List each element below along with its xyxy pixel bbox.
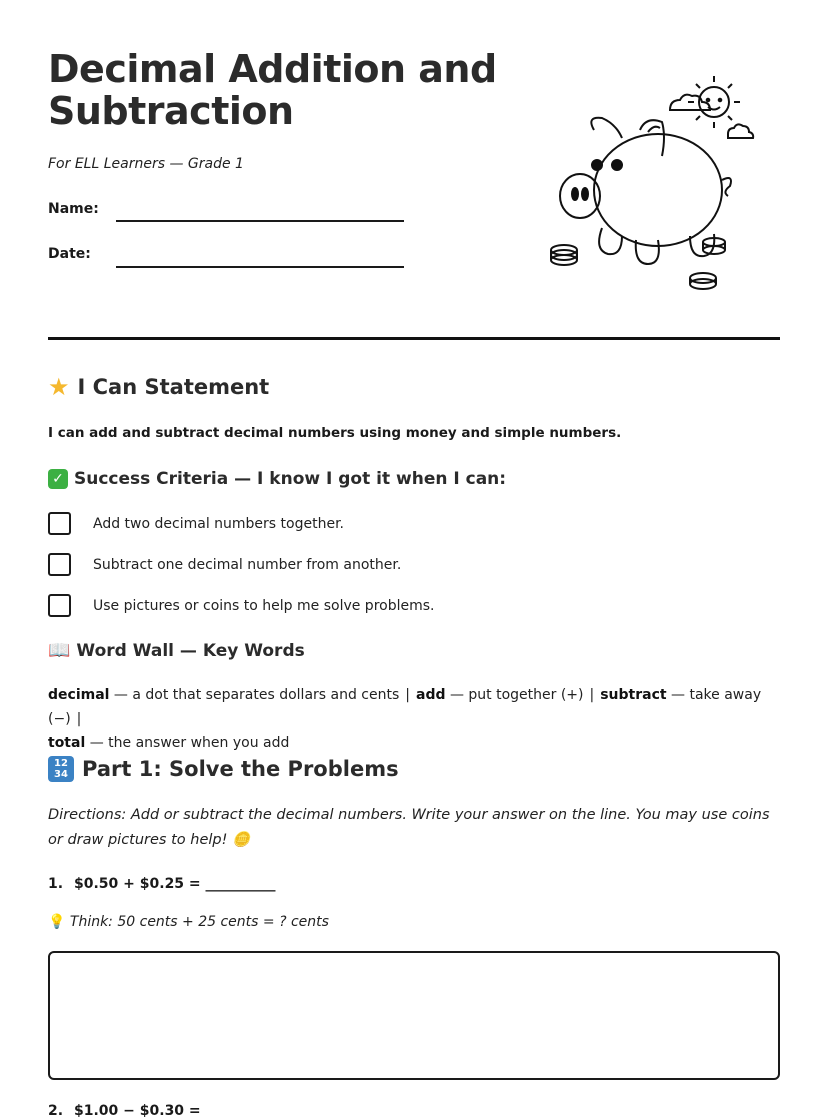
criteria-item[interactable]: Add two decimal numbers together. — [48, 512, 344, 535]
problem-1 — [48, 876, 276, 892]
date-label: Date: — [48, 246, 91, 262]
cloud-icon — [728, 124, 753, 138]
name-label: Name: — [48, 201, 99, 217]
word-wall-separator: | — [405, 687, 410, 703]
sun-icon — [688, 76, 740, 128]
word-wall-separator: | — [76, 711, 82, 727]
problem-number: 2. — [48, 1103, 64, 1119]
word-wall-term: add — [416, 687, 446, 703]
word-wall-definition: — take away (−) — [48, 687, 762, 727]
answer-box[interactable] — [48, 951, 780, 1080]
date-line[interactable] — [116, 266, 404, 268]
problem-number: 1. — [48, 876, 64, 892]
numbers-input-icon: 12 34 — [48, 756, 74, 782]
part1-heading: 12 34 Part 1: Solve the Problems — [48, 756, 399, 782]
problem-2 — [48, 1103, 201, 1119]
light-bulb-icon: 💡 — [48, 914, 66, 930]
problem-text: $1.00 − $0.30 = — [74, 1103, 201, 1119]
criteria-checkbox[interactable] — [48, 594, 71, 617]
problem-text: $0.50 + $0.25 = __________ — [74, 876, 276, 892]
pig-icon — [560, 118, 731, 264]
i-can-heading: ★ I Can Statement — [48, 373, 270, 401]
page-title: Decimal Addition and Subtraction — [48, 47, 497, 133]
glowing-star-icon: ★ — [48, 373, 70, 401]
open-book-icon: 📖 — [48, 640, 71, 661]
criteria-item[interactable]: Use pictures or coins to help me solve problems. — [48, 594, 434, 617]
word-wall-definition: — the answer when you add — [85, 735, 290, 751]
word-wall-heading: 📖 Word Wall — Key Words — [48, 640, 305, 661]
coin-icon — [690, 273, 716, 289]
word-wall-definition: — a dot that separates dollars and cents — [109, 687, 400, 703]
word-wall-separator: | — [589, 687, 595, 703]
word-wall-term: decimal — [48, 687, 110, 703]
i-can-statement: I can add and subtract decimal numbers using money and simple numbers. — [48, 425, 622, 441]
word-wall-term: total — [48, 735, 86, 751]
word-wall-definition: — put together (+) — [445, 687, 584, 703]
name-line[interactable] — [116, 220, 404, 222]
criteria-checkbox[interactable] — [48, 553, 71, 576]
section-divider — [48, 337, 780, 340]
success-criteria-heading: ✓ Success Criteria — I know I got it when I can: — [48, 469, 506, 489]
part1-directions: Directions: Add or subtract the decimal numbers. Write your answer on the line. You may use coins or draw pictures to help! 🪙 — [48, 807, 770, 848]
word-wall-definitions — [48, 683, 780, 755]
coin-stack-icon — [551, 245, 577, 265]
check-mark-button-icon: ✓ — [48, 469, 68, 489]
criteria-checkbox[interactable] — [48, 512, 71, 535]
word-wall-term: subtract — [600, 687, 667, 703]
problem-1-hint: 💡 Think: 50 cents + 25 cents = ? cents — [48, 914, 329, 930]
piggy-bank-illustration — [540, 70, 760, 300]
page-subtitle: For ELL Learners — Grade 1 — [48, 156, 244, 172]
criteria-item[interactable]: Subtract one decimal number from another. — [48, 553, 401, 576]
